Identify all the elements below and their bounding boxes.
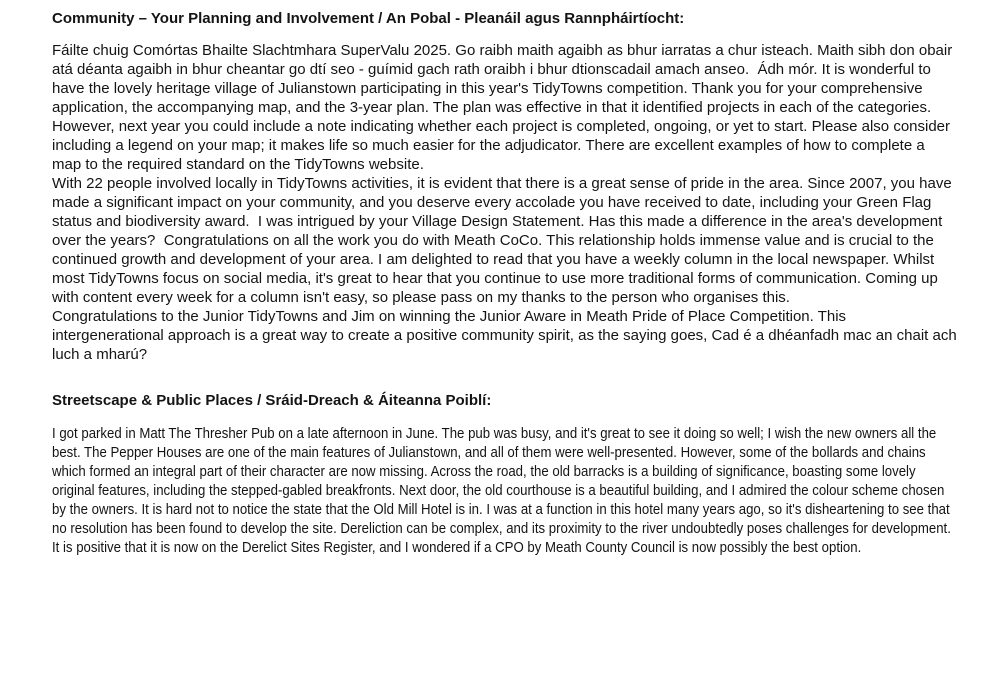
paragraph: Fáilte chuig Comórtas Bhailte Slachtmhara SuperValu 2025. Go raibh maith agaibh as bhur iarratas a chur isteach. Maith sibh don obair atá déanta agaibh in bhur cheantar go dtí seo - guímid gach rath oraibh i bhur dtionscadail amach anseo. Ádh mór. It is wonderful to have the lovely heritage village of Julianstown participating in this year's TidyTowns competition. Thank you for your comprehensive application, the accompanying map, and the 3-year plan. The plan was effective in that it identified projects in each of the categories. However, next year you could include a note indicating whether each project is completed, ongoing, or yet to start. Please also consider including a legend on your map; it makes life so much easier for the adjudicator. There are excellent examples of how to complete a map to the required standard on the TidyTowns website. [52, 42, 957, 173]
paragraph: With 22 people involved locally in TidyTowns activities, it is evident that there is a great sense of pride in the area. Since 2007, you have made a significant impact on your community, and you deserve every accolade you have received to date, including your Green Flag status and biodiversity award. I was intrigued by your Village Design Statement. Has this made a difference in the area's development over the years? Congratulations on all the work you do with Meath CoCo. This relationship holds immense value and is crucial to the continued growth and development of your area. I am delighted to read that you have a weekly column in the local newspaper. Whilst most TidyTowns focus on social media, it's great to hear that you continue to use more traditional forms of communication. Coming up with content every week for a column isn't easy, so please pass on my thanks to the person who organises this. [52, 175, 956, 306]
section-body-streetscape [52, 424, 957, 557]
section-heading-streetscape: Streetscape & Public Places / Sráid-Dreach & Áiteanna Poiblí: [52, 392, 492, 409]
section-body-community [52, 41, 961, 364]
paragraph: Congratulations to the Junior TidyTowns and Jim on winning the Junior Aware in Meath Pride of Place Competition. This intergenerational approach is a great way to create a positive community spirit, as the saying goes, Cad é a dhéanfadh mac an chait ach luch a mharú? [52, 308, 961, 363]
section-heading-community: Community – Your Planning and Involvement / An Pobal - Pleanáil agus Rannpháirtíocht: [52, 10, 685, 27]
paragraph: I got parked in Matt The Thresher Pub on a late afternoon in June. The pub was busy, and it's great to see it doing so well; I wish the new owners all the best. The Pepper Houses are one of the main features of Julianstown, and all of them were well-presented. However, some of the bollards and chains which formed an integral part of their character are now missing. Across the road, the old barracks is a building of significance, boasting some lovely original features, including the stepped-gabled breakfronts. Next door, the old courthouse is a beautiful building, and I admired the colour scheme chosen by the owners. It is hard not to notice the state that the Old Mill Hotel is in. I was at a function in this hotel many years ago, so it's disheartening to see that no resolution has been found to develop the site. Dereliction can be complex, and its proximity to the river undoubtedly poses challenges for development. It is positive that it is now on the Derelict Sites Register, and I wondered if a CPO by Meath County Council is now possibly the best option. [52, 425, 955, 556]
